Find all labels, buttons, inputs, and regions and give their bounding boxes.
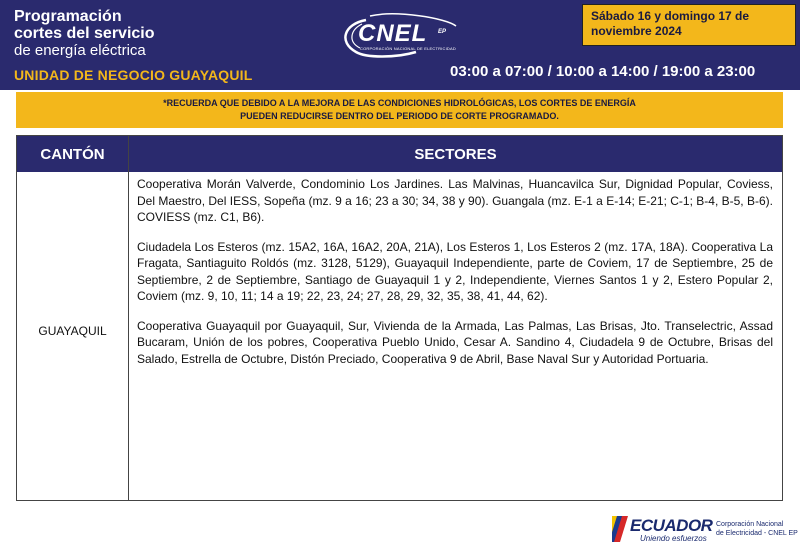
title-line-1: Programación [14,8,122,25]
sector-paragraph: Ciudadela Los Esteros (mz. 15A2, 16A, 16A2, 20A, 21A), Los Esteros 1, Los Esteros 2 (mz. 17A, 18A). Cooperativa La Fragata, Santiaguito Roldós (mz. 3128, 5129), Guayaquil Independiente, parte de Coviem, 17 de Septiembre, 25 de Septiembre, 2 de Septiembre, Santiago de Guayaquil 1 y 2, Independiente, Viernes Santos 1 y 2, Estero Popular 2, Coviem (mz. 9, 10, 11; 14 a 19; 22, 23, 24; 27, 28, 29, 32, 35, 38, 41, 44, 62). [137,239,773,303]
sectors-table [16,135,783,501]
ecuador-tagline: Uniendo esfuerzos [640,534,707,543]
ecuador-logo-text: ECUADOR [630,516,713,535]
cnel-logo-ep: EP [438,29,447,35]
header-banner [0,0,800,90]
business-unit-label: UNIDAD DE NEGOCIO GUAYAQUIL [14,67,253,83]
notice-line-2: PUEDEN REDUCIRSE DENTRO DEL PERIODO DE CORTE PROGRAMADO. [240,111,559,121]
sector-paragraph: Cooperativa Morán Valverde, Condominio Los Jardines. Las Malvinas, Huancavilca Sur, Dignidad Popular, Coviess, Del Maestro, Del IESS, Sopeña (mz. 9 a 16; 23 a 30; 34, 38 y 90). Guangala (mz. E-1 a E-14; E-21; C-1; B-4, B-5, B-6). COVIESS (mz. C1, B6). [137,177,773,224]
sector-paragraph: Cooperativa Guayaquil por Guayaquil, Sur, Vivienda de la Armada, Las Palmas, Las Brisas, Jto. Transelectric, Assad Bucaram, Unión de los pobres, Cooperativa Pueblo Unido, Cesar A. Sandino 4, Ciudadela 9 de Octubre, Brisas del Salado, Estrella de Octubre, Distón Preciado, Cooperativa 9 de Abril, Base Naval Sur y Autoridad Portuaria. [137,318,773,366]
cnel-logo-text: CNEL [358,20,428,47]
canton-cell: GUAYAQUIL [38,324,107,338]
notice-banner [16,92,783,128]
column-header-canton: CANTÓN [17,136,128,172]
date-badge: Sábado 16 y domingo 17 de noviembre 2024 [582,4,796,46]
corporation-line-1: Corporación Nacional [716,521,784,528]
schedule-hours: 03:00 a 07:00 / 10:00 a 14:00 / 19:00 a 23:00 [450,63,756,80]
notice-line-1: *RECUERDA QUE DEBIDO A LA MEJORA DE LAS CONDICIONES HIDROLÓGICAS, LOS CORTES DE ENERGÍA [163,98,636,108]
corporation-line-2: de Electricidad - CNEL EP [716,530,798,537]
column-header-sectores: SECTORES [129,136,782,172]
title-line-3: de energía eléctrica [14,42,146,59]
title-line-2: cortes del servicio [14,25,155,42]
column-divider [128,136,129,500]
sectores-cell [137,176,773,380]
page-title [14,8,155,59]
corporation-label [716,520,798,538]
cnel-logo-subtitle: CORPORACIÓN NACIONAL DE ELECTRICIDAD [360,46,456,51]
